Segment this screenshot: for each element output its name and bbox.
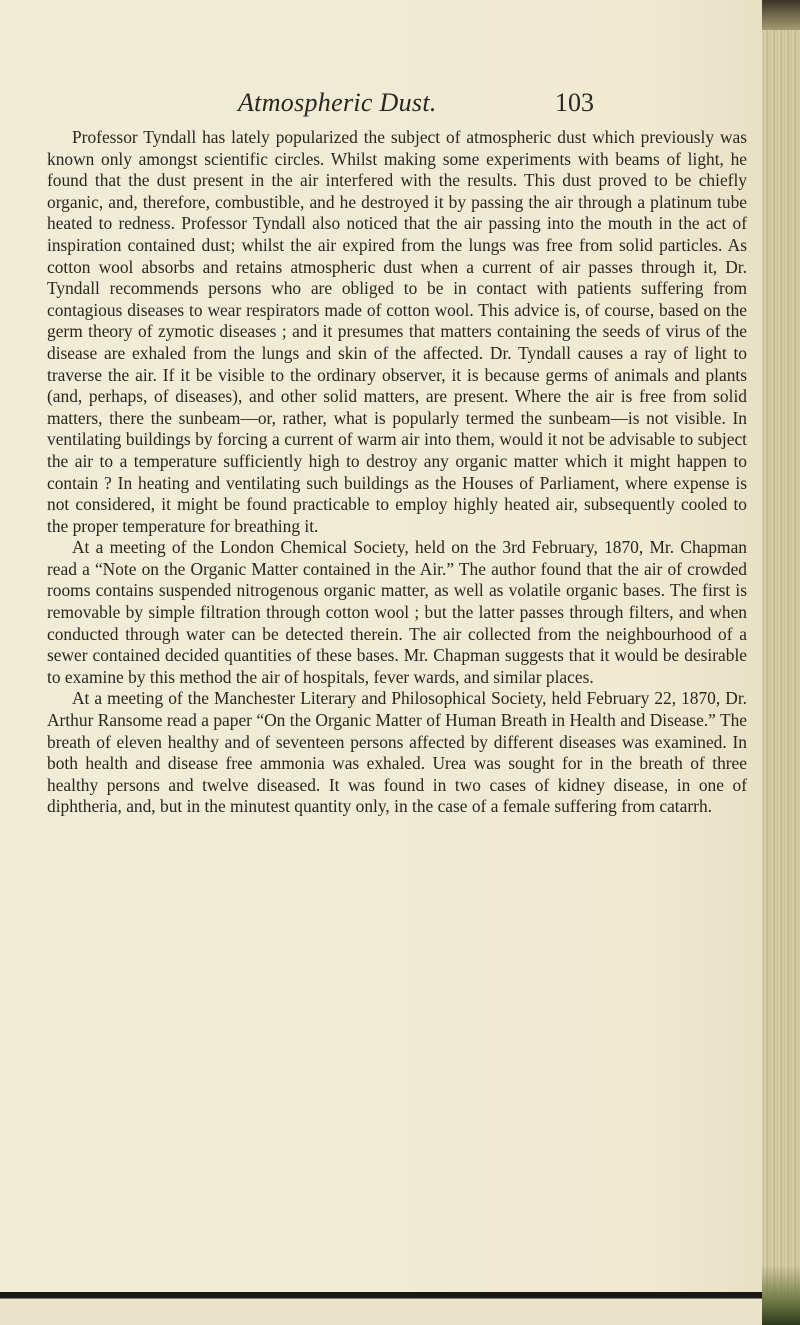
page-number: 103 [555,88,594,117]
body-text [47,127,747,818]
running-title: Atmospheric Dust. [238,88,437,117]
page-edges [762,0,800,1325]
paragraph-tyndall: Professor Tyndall has lately popularized the subject of atmospheric dust which previously was known only amongst scientific circles. Whilst making some experiments with beams of light, he found that the dust present in the air interfered with the results. This dust proved to be chiefly organic, and, therefore, combustible, and he destroyed it by passing the air through a platinum tube heated to redness. Professor Tyndall also noticed that the air passing into the mouth in the act of inspiration contained dust; whilst the air expired from the lungs was free from solid particles. As cotton wool absorbs and retains atmospheric dust when a current of air passes through it, Dr. Tyndall recommends persons who are obliged to be in contact with patients suffering from contagious diseases to wear respirators made of cotton wool. This advice is, of course, based on the germ theory of zymotic diseases ; and it presumes that matters containing the seeds of virus of the disease are exhaled from the lungs and skin of the affected. Dr. Tyndall causes a ray of light to traverse the air. If it be visible to the ordinary observer, it is because germs of animals and plants (and, perhaps, of diseases), and other solid matters, are present. Where the air is free from solid matters, there the sunbeam—or, rather, what is popularly termed the sunbeam—is not visible. In ventilating buildings by forcing a current of warm air into them, would it not be advisable to subject the air to a temperature sufficiently high to destroy any organic matter which it might happen to contain ? In heating and ventilating such buildings as the Houses of Parliament, where expense is not considered, it might be found practicable to employ highly heated air, subsequently cooled to the proper temperature for breathing it. [47,127,747,536]
paragraph-chapman: At a meeting of the London Chemical Society, held on the 3rd February, 1870, Mr. Chapman read a “Note on the Organic Matter contained in the Air.” The author found that the air of crowded rooms contains suspended nitrogenous organic matter, as well as volatile organic bases. The first is removable by simple filtration through cotton wool ; but the latter passes through filters, and when conducted through water can be detected therein. The air collected from the neighbourhood of a sewer contained decided quantities of these bases. Mr. Chapman suggests that it would be desirable to examine by this method the air of hospitals, fever wards, and similar places. [47,537,747,687]
paragraph-ransome: At a meeting of the Manchester Literary and Philosophical Society, held February 22, 1870, Dr. Arthur Ransome read a paper “On the Organic Matter of Human Breath in Health and Disease.” The breath of eleven healthy and of seventeen persons affected by different diseases was examined. In both health and disease free ammonia was exhaled. Urea was sought for in the breath of three healthy persons and twelve diseased. It was found in two cases of kidney disease, in one of diphtheria, and, but in the minutest quantity only, in the case of a female suffering from catarrh. [47,688,747,817]
bottom-edge [0,1292,762,1325]
page-header [0,88,600,128]
